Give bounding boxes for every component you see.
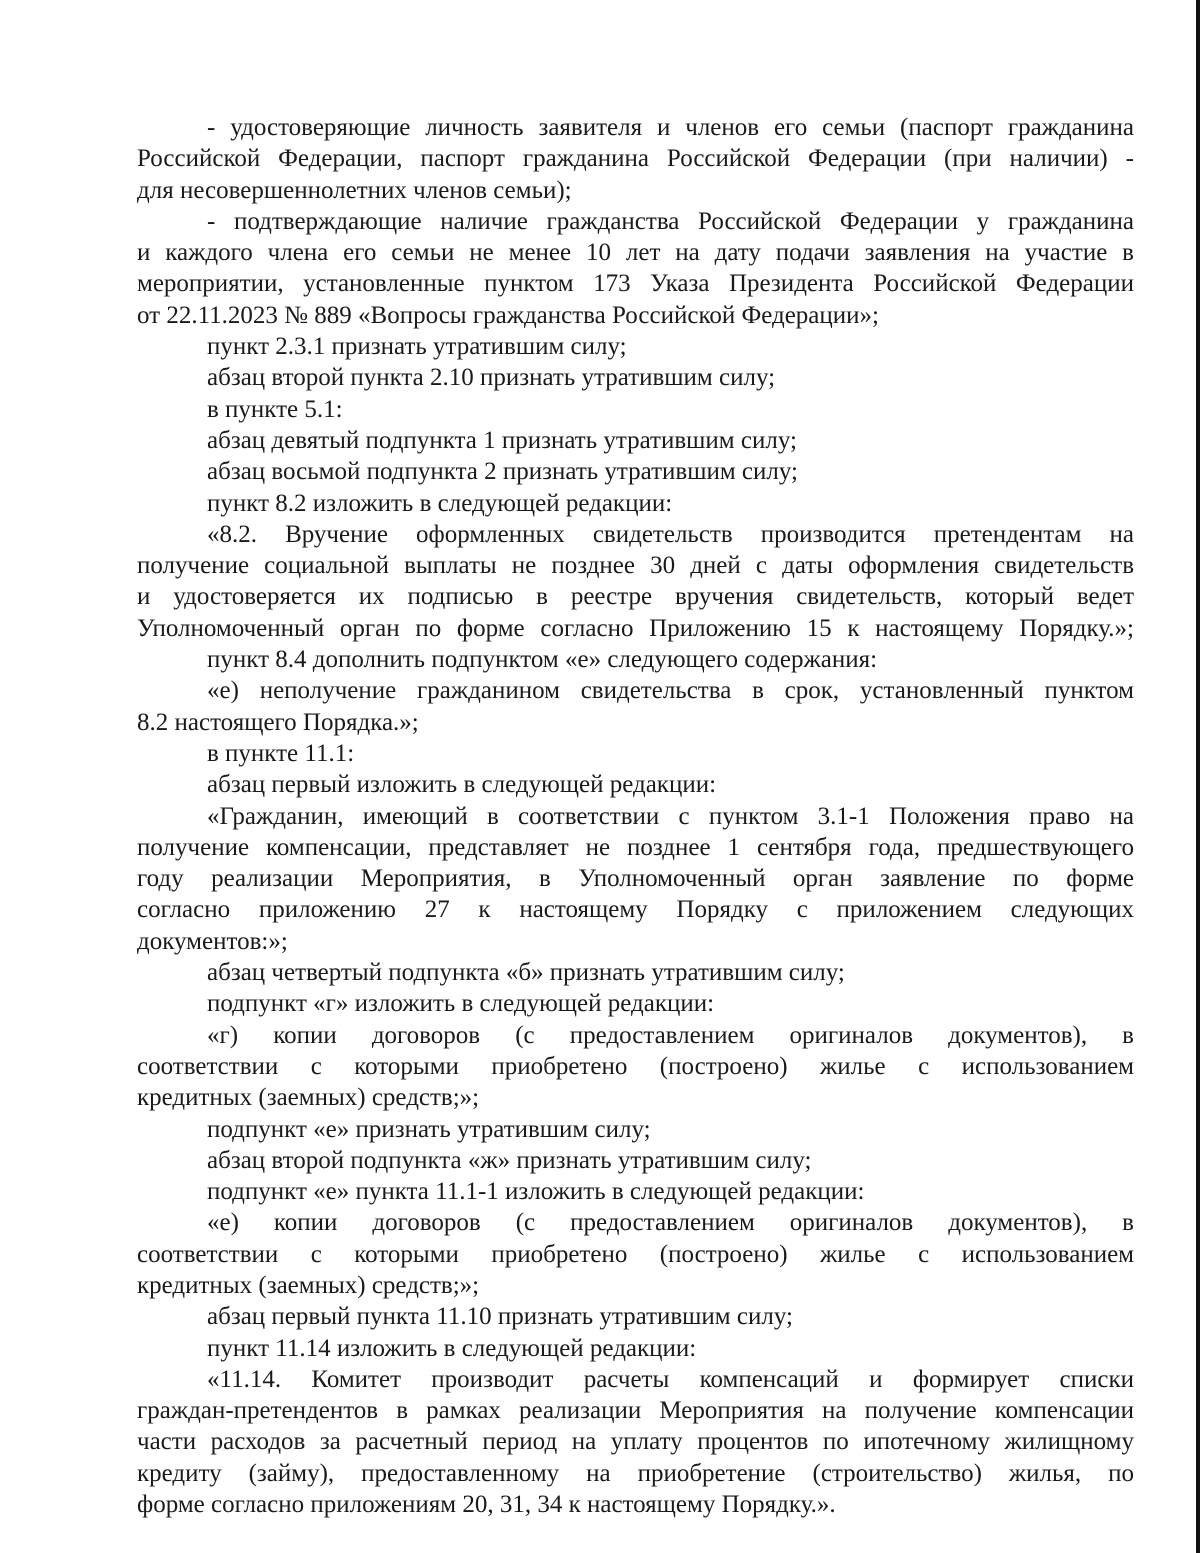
text-line: подпункт «е» пункта 11.1-1 изложить в следующей редакции: bbox=[207, 1178, 865, 1206]
text-line: абзац четвертый подпункта «б» признать утратившим силу; bbox=[207, 959, 845, 987]
text-line: соответствии с которыми приобретено (построено) жилье с использованием bbox=[137, 1052, 1134, 1080]
text-line: кредитных (заемных) средств;»; bbox=[137, 1084, 480, 1112]
text-line: пункт 8.2 изложить в следующей редакции: bbox=[207, 489, 673, 517]
text-line: пункт 11.14 изложить в следующей редакции: bbox=[207, 1334, 697, 1362]
text-line: форме согласно приложениям 20, 31, 34 к настоящему Порядку.». bbox=[137, 1491, 836, 1519]
text-line: и каждого члена его семьи не менее 10 лет на дату подачи заявления на участие в bbox=[137, 239, 1134, 267]
text-line: кредиту (займу), предоставленному на приобретение (строительство) жилья, по bbox=[137, 1459, 1134, 1487]
text-line: получение социальной выплаты не позднее 30 дней с даты оформления свидетельств bbox=[137, 552, 1134, 580]
text-line: подпункт «е» признать утратившим силу; bbox=[207, 1115, 651, 1143]
text-line: «е) копии договоров (с предоставлением оригиналов документов), в bbox=[207, 1209, 1134, 1237]
text-line: для несовершеннолетних членов семьи); bbox=[137, 176, 572, 204]
text-line: в пункте 5.1: bbox=[207, 395, 343, 423]
text-line: абзац второй пункта 2.10 признать утратившим силу; bbox=[207, 364, 776, 392]
text-line: - удостоверяющие личность заявителя и членов его семьи (паспорт гражданина bbox=[207, 114, 1134, 141]
text-line: части расходов за расчетный период на уплату процентов по ипотечному жилищному bbox=[137, 1428, 1134, 1456]
text-line: и удостоверяется их подписью в реестре вручения свидетельств, который ведет bbox=[137, 583, 1134, 611]
text-line: абзац девятый подпункта 1 признать утратившим силу; bbox=[207, 426, 797, 454]
scan-edge bbox=[1196, 0, 1200, 1553]
text-line: абзац восьмой подпункта 2 признать утратившим силу; bbox=[207, 458, 798, 486]
text-line: подпункт «г» изложить в следующей редакции: bbox=[207, 990, 715, 1018]
text-line: «Гражданин, имеющий в соответствии с пунктом 3.1-1 Положения право на bbox=[207, 802, 1134, 830]
text-line: «11.14. Комитет производит расчеты компенсаций и формирует списки bbox=[207, 1365, 1134, 1393]
text-line: пункт 8.4 дополнить подпунктом «е» следующего содержания: bbox=[207, 646, 878, 674]
text-line: мероприятии, установленные пунктом 173 Указа Президента Российской Федерации bbox=[137, 270, 1134, 298]
text-line: соответствии с которыми приобретено (построено) жилье с использованием bbox=[137, 1240, 1134, 1268]
text-line: - подтверждающие наличие гражданства Российской Федерации у гражданина bbox=[207, 207, 1134, 235]
text-line: абзац первый изложить в следующей редакции: bbox=[207, 771, 717, 799]
text-line: кредитных (заемных) средств;»; bbox=[137, 1271, 480, 1299]
text-line: абзац первый пункта 11.10 признать утратившим силу; bbox=[207, 1303, 793, 1331]
text-line: «г) копии договоров (с предоставлением оригиналов документов), в bbox=[207, 1021, 1134, 1049]
text-line: от 22.11.2023 № 889 «Вопросы гражданства Российской Федерации»; bbox=[137, 301, 879, 329]
text-line: Российской Федерации, паспорт гражданина Российской Федерации (при наличии) - bbox=[137, 145, 1134, 173]
text-line: согласно приложению 27 к настоящему Порядку с приложением следующих bbox=[137, 896, 1134, 924]
text-line: «е) неполучение гражданином свидетельства в срок, установленный пунктом bbox=[207, 677, 1134, 705]
text-line: пункт 2.3.1 признать утратившим силу; bbox=[207, 333, 627, 361]
text-line: документов:»; bbox=[137, 927, 288, 955]
text-line: абзац второй подпункта «ж» признать утратившим силу; bbox=[207, 1146, 812, 1174]
text-line: в пункте 11.1: bbox=[207, 739, 355, 767]
text-line: 8.2 настоящего Порядка.»; bbox=[137, 708, 419, 736]
text-line: граждан-претендентов в рамках реализации Мероприятия на получение компенсации bbox=[137, 1397, 1134, 1425]
text-line: Уполномоченный орган по форме согласно Приложению 15 к настоящему Порядку.»; bbox=[137, 614, 1134, 642]
text-line: получение компенсации, представляет не позднее 1 сентября года, предшествующего bbox=[137, 833, 1134, 861]
text-line: году реализации Мероприятия, в Уполномоченный орган заявление по форме bbox=[137, 865, 1134, 893]
document-body bbox=[137, 112, 1134, 1520]
text-line: «8.2. Вручение оформленных свидетельств производится претендентам на bbox=[207, 520, 1134, 548]
